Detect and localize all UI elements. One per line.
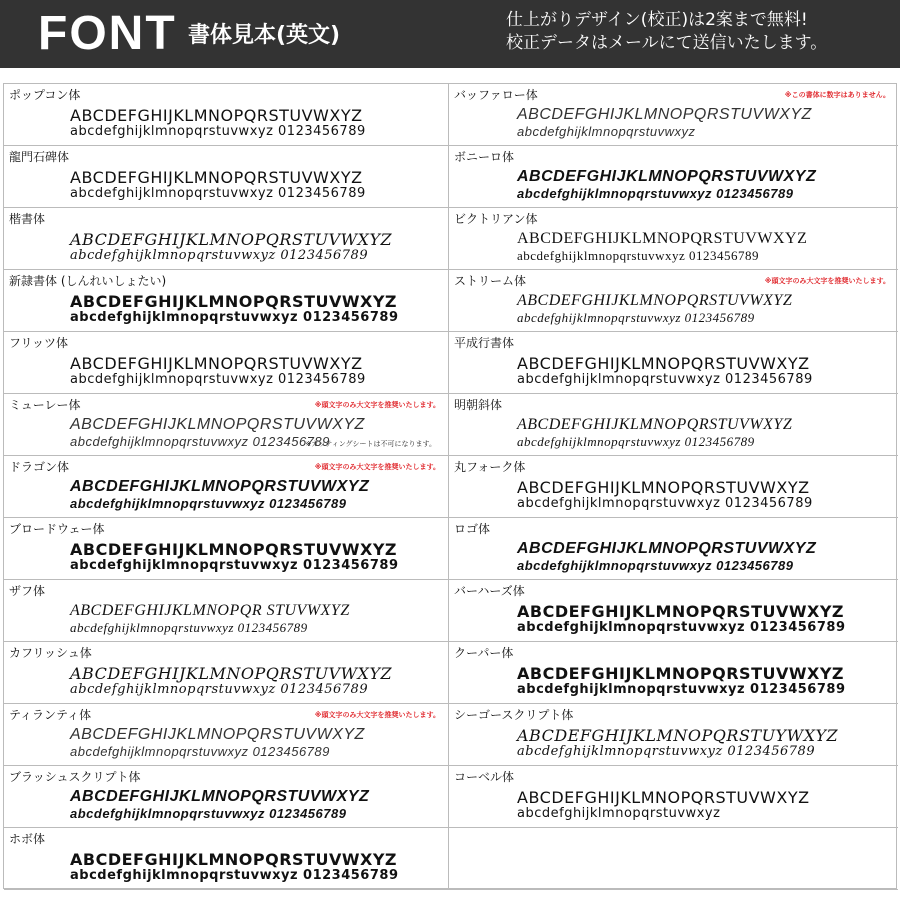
header-note-line2: 校正データはメールにて送信いたします。	[506, 33, 828, 53]
font-sample-grid	[3, 83, 897, 889]
font-sample-cell	[449, 704, 898, 766]
lowercase-sample: abcdefghijklmnopqrstuvwxyz 0123456789	[70, 434, 330, 449]
uppercase-sample: ABCDEFGHIJKLMNOPQRSTUVWXYZ	[70, 664, 393, 683]
lowercase-sample: abcdefghijklmnopqrstuvwxyz 0123456789	[517, 434, 755, 449]
font-sample-cell	[4, 270, 449, 332]
font-name: 明朝斜体	[454, 398, 503, 412]
font-sample-cell	[449, 580, 898, 642]
font-name: ドラゴン体	[9, 460, 70, 474]
uppercase-sample: ABCDEFGHIJKLMNOPQRSTUVWXYZ	[517, 416, 793, 433]
font-name: ザフ体	[9, 584, 46, 598]
font-sample-cell	[449, 394, 898, 456]
font-sample-cell	[449, 518, 898, 580]
lowercase-sample: abcdefghijklmnopqrstuvwxyz 0123456789	[517, 682, 846, 697]
font-sample-cell	[4, 518, 449, 580]
uppercase-sample: ABCDEFGHIJKLMNOPQRSTUVWXYZ	[70, 106, 363, 125]
font-name: ビクトリアン体	[454, 212, 538, 226]
lowercase-sample: abcdefghijklmnopqrstuvwxyz 0123456789	[70, 744, 330, 759]
font-name: バーハーズ体	[454, 584, 525, 598]
lowercase-sample: abcdefghijklmnopqrstuvwxyz 0123456789	[517, 372, 813, 387]
font-note: ※頭文字のみ大文字を推奨いたします。	[764, 277, 890, 285]
uppercase-sample: ABCDEFGHIJKLMNOPQRSTUVWXYZ	[517, 292, 793, 309]
lowercase-sample: abcdefghijklmnopqrstuvwxyz 0123456789	[70, 682, 369, 697]
header-subtitle: 書体見本(英文)	[188, 23, 341, 48]
font-name: カフリッシュ体	[9, 646, 92, 660]
uppercase-sample: ABCDEFGHIJKLMNOPQRSTUVWXYZ	[70, 726, 365, 743]
uppercase-sample: ABCDEFGHIJKLMNOPQRSTUVWXYZ	[517, 354, 810, 373]
font-name: クーパー体	[454, 646, 514, 660]
font-sample-cell	[4, 704, 449, 766]
font-name: 平成行書体	[454, 336, 515, 350]
uppercase-sample: ABCDEFGHIJKLMNOPQRSTUVWXYZ	[517, 478, 810, 497]
uppercase-sample: ABCDEFGHIJKLMNOPQRSTUVWXYZ	[70, 850, 398, 869]
font-sample-cell	[4, 456, 449, 518]
font-name: ホボ体	[9, 832, 46, 846]
uppercase-sample: ABCDEFGHIJKLMNOPQRSTUVWXYZ	[70, 540, 398, 559]
font-name: 龍門石碑体	[9, 150, 70, 164]
uppercase-sample: ABCDEFGHIJKLMNOPQRSTUVWXYZ	[517, 106, 812, 123]
font-name: バッファロー体	[454, 88, 538, 102]
font-sample-cell	[4, 332, 449, 394]
font-sample-cell	[4, 766, 449, 828]
font-name: シーゴースクリプト体	[454, 708, 574, 722]
font-sample-cell	[449, 642, 898, 704]
font-name: ボニーロ体	[454, 150, 515, 164]
font-name: 丸フォーク体	[454, 460, 526, 474]
font-name: コーベル体	[454, 770, 515, 784]
page-header	[0, 0, 900, 68]
font-sample-cell	[4, 208, 449, 270]
font-name: 新隷書体 (しんれいしょたい)	[9, 274, 167, 288]
font-name: 楷書体	[9, 212, 46, 226]
font-name: ポップコン体	[9, 88, 81, 102]
font-name: ブロードウェー体	[9, 522, 105, 536]
font-note-secondary: ※カッティングシートは不可になります。	[305, 440, 436, 448]
lowercase-sample: abcdefghijklmnopqrstuvwxyz 0123456789	[70, 620, 308, 635]
font-sample-cell	[4, 642, 449, 704]
uppercase-sample: ABCDEFGHIJKLMNOPQRSTUVWXYZ	[70, 230, 393, 249]
uppercase-sample: ABCDEFGHIJKLMNOPQRSTUVWXYZ	[517, 602, 845, 621]
font-sample-cell	[449, 208, 898, 270]
font-sample-cell	[4, 84, 449, 146]
lowercase-sample: abcdefghijklmnopqrstuvwxyz	[517, 806, 721, 821]
uppercase-sample: ABCDEFGHIJKLMNOPQRSTUVWXYZ	[70, 416, 365, 433]
lowercase-sample: abcdefghijklmnopqrstuvwxyz 0123456789	[517, 496, 813, 511]
font-sample-cell	[449, 146, 898, 208]
uppercase-sample: ABCDEFGHIJKLMNOPQRSTUVWXYZ	[517, 168, 817, 185]
lowercase-sample: abcdefghijklmnopqrstuvwxyz 0123456789	[517, 186, 794, 201]
font-name: フリッツ体	[9, 336, 69, 350]
font-sample-cell	[449, 270, 898, 332]
font-name: ロゴ体	[454, 522, 491, 536]
lowercase-sample: abcdefghijklmnopqrstuvwxyz 0123456789	[517, 744, 816, 759]
empty-cell	[449, 828, 898, 890]
uppercase-sample: ABCDEFGHIJKLMNOPQR STUVWXYZ	[70, 602, 350, 619]
font-sample-cell	[449, 766, 898, 828]
lowercase-sample: abcdefghijklmnopqrstuvwxyz 0123456789	[70, 558, 399, 573]
font-sample-cell	[4, 580, 449, 642]
font-name: ストリーム体	[454, 274, 527, 288]
uppercase-sample: ABCDEFGHIJKLMNOPQRSTUVWXYZ	[517, 230, 808, 247]
lowercase-sample: abcdefghijklmnopqrstuvwxyz 0123456789	[70, 310, 399, 325]
uppercase-sample: ABCDEFGHIJKLMNOPQRSTUYWXYZ	[517, 726, 839, 745]
uppercase-sample: ABCDEFGHIJKLMNOPQRSTUVWXYZ	[70, 292, 398, 311]
font-sample-cell	[4, 828, 449, 890]
uppercase-sample: ABCDEFGHIJKLMNOPQRSTUVWXYZ	[70, 478, 370, 495]
uppercase-sample: ABCDEFGHIJKLMNOPQRSTUVWXYZ	[517, 540, 817, 557]
uppercase-sample: ABCDEFGHIJKLMNOPQRSTUVWXYZ	[70, 168, 363, 187]
uppercase-sample: ABCDEFGHIJKLMNOPQRSTUVWXYZ	[517, 788, 810, 807]
font-name: ミューレー体	[9, 398, 81, 412]
font-sample-cell	[4, 146, 449, 208]
font-sample-cell	[449, 456, 898, 518]
uppercase-sample: ABCDEFGHIJKLMNOPQRSTUVWXYZ	[517, 664, 845, 683]
header-title: FONT	[38, 7, 177, 60]
lowercase-sample: abcdefghijklmnopqrstuvwxyz 0123456789	[517, 310, 755, 325]
font-note: ※頭文字のみ大文字を推奨いたします。	[314, 711, 440, 719]
font-name: ブラッシュスクリプト体	[9, 770, 141, 784]
font-note: ※頭文字のみ大文字を推奨いたします。	[314, 463, 440, 471]
lowercase-sample: abcdefghijklmnopqrstuvwxyz	[517, 124, 696, 139]
uppercase-sample: ABCDEFGHIJKLMNOPQRSTUVWXYZ	[70, 354, 363, 373]
lowercase-sample: abcdefghijklmnopqrstuvwxyz 0123456789	[70, 248, 369, 263]
lowercase-sample: abcdefghijklmnopqrstuvwxyz 0123456789	[70, 496, 347, 511]
lowercase-sample: abcdefghijklmnopqrstuvwxyz 0123456789	[70, 868, 399, 883]
font-note: ※頭文字のみ大文字を推奨いたします。	[314, 401, 440, 409]
header-note	[506, 9, 886, 55]
lowercase-sample: abcdefghijklmnopqrstuvwxyz 0123456789	[517, 558, 794, 573]
font-name: ティランティ体	[9, 708, 92, 722]
font-sample-cell	[449, 332, 898, 394]
lowercase-sample: abcdefghijklmnopqrstuvwxyz 0123456789	[70, 806, 347, 821]
lowercase-sample: abcdefghijklmnopqrstuvwxyz 0123456789	[517, 248, 759, 263]
uppercase-sample: ABCDEFGHIJKLMNOPQRSTUVWXYZ	[70, 788, 370, 805]
font-note: ※この書体に数字はありません。	[784, 91, 890, 99]
lowercase-sample: abcdefghijklmnopqrstuvwxyz 0123456789	[70, 372, 366, 387]
lowercase-sample: abcdefghijklmnopqrstuvwxyz 0123456789	[517, 620, 846, 635]
header-note-line1: 仕上がりデザイン(校正)は2案まで無料!	[506, 10, 808, 30]
lowercase-sample: abcdefghijklmnopqrstuvwxyz 0123456789	[70, 186, 366, 201]
lowercase-sample: abcdefghijklmnopqrstuvwxyz 0123456789	[70, 124, 366, 139]
font-sample-cell	[449, 84, 898, 146]
font-sample-cell	[4, 394, 449, 456]
